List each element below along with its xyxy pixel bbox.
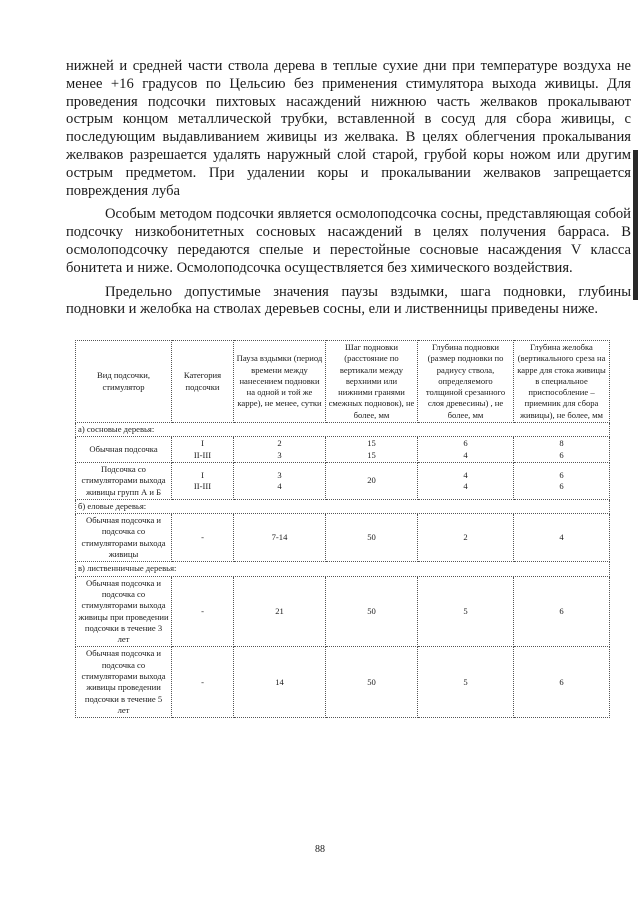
- table-section-row: [76, 423, 610, 437]
- table-cell: -: [172, 576, 234, 647]
- header-tapping-type: Вид подсочки, стимулятор: [76, 341, 172, 423]
- table-row: [76, 462, 610, 499]
- page-number: 88: [315, 844, 325, 855]
- table-cell: 6: [514, 576, 610, 647]
- header-groove-depth: Глубина желобка (вертикального среза на карре для стока живицы в специальное приспособление – приемник для сбора живицы), не более, мм: [514, 341, 610, 423]
- table-section-row: [76, 562, 610, 576]
- paragraph-2: Особым методом подсочки является осмолоподсочка сосны, представляющая собой подсочку низкобонитетных сосновых насаждений в целях получения барраса. В осмолоподсочку передаются спелые и перестойные сосновые насаждения V класса бонитета и ниже. Осмолоподсочка осуществляется без химического воздействия.: [66, 206, 631, 276]
- table-section-row: [76, 499, 610, 513]
- table-cell: 6 4: [418, 437, 514, 463]
- table-cell: 6 6: [514, 462, 610, 499]
- header-pause: Пауза вздымки (период времени между нанесением подновки на одной и той же карре), не менее, сутки: [234, 341, 326, 423]
- table-cell: 15 15: [326, 437, 418, 463]
- table-row: [76, 647, 610, 718]
- paragraph-3: Предельно допустимые значения паузы вздымки, шага подновки, глубины подновки и желобка на стволах деревьев сосны, ели и лиственницы приведены ниже.: [66, 283, 631, 318]
- table-cell: Обычная подсочка и подсочка со стимуляторами выхода живицы при проведении подсочки в течение 3 лет: [76, 576, 172, 647]
- table-cell: -: [172, 514, 234, 562]
- tapping-limits-table: [75, 340, 610, 718]
- paragraph-1: нижней и средней части ствола дерева в теплые сухие дни при температуре воздуха не менее +16 градусов по Цельсию без применения стимулятора выхода живицы. Для проведения подсочки пихтовых насаждений нижнюю часть желваков прокалывают острым концом металлической трубки, вставленной в сосуд для сбора живицы, с последующим выдавливанием живицы из желвака. В целях облегчения прокалывания желваков разрешается удалять наружный слой старой, грубой коры ножом или другим острым предметом. При удалении коры и прокалывании желваков запрещается повреждения луба: [66, 58, 631, 199]
- table-cell: 21: [234, 576, 326, 647]
- table-row: [76, 437, 610, 463]
- table-cell: 8 6: [514, 437, 610, 463]
- table-cell: 3 4: [234, 462, 326, 499]
- section-title: б) еловые деревья:: [76, 499, 610, 513]
- table-cell: 5: [418, 576, 514, 647]
- section-title: а) сосновые деревья:: [76, 423, 610, 437]
- table-cell: 4 4: [418, 462, 514, 499]
- body-text: [66, 58, 631, 319]
- table-cell: 2: [418, 514, 514, 562]
- table-cell: 6: [514, 647, 610, 718]
- table-cell: I II-III: [172, 462, 234, 499]
- header-category: Категория подсочки: [172, 341, 234, 423]
- section-title: в) лиственничные деревья:: [76, 562, 610, 576]
- table-cell: 5: [418, 647, 514, 718]
- table-row: [76, 576, 610, 647]
- table-cell: 20: [326, 462, 418, 499]
- table-cell: Обычная подсочка: [76, 437, 172, 463]
- table-cell: -: [172, 647, 234, 718]
- table-cell: 7-14: [234, 514, 326, 562]
- table-header-row: [76, 341, 610, 423]
- table-cell: Обычная подсочка и подсочка со стимуляторами выхода живицы: [76, 514, 172, 562]
- scan-edge-mark: [633, 150, 638, 300]
- header-step: Шаг подновки (расстояние по вертикали между верхними или нижними гранями смежных подновок), не более, мм: [326, 341, 418, 423]
- table-cell: 4: [514, 514, 610, 562]
- header-depth: Глубина подновки (размер подновки по радиусу ствола, определяемого толщиной срезанного слоя древесины) , не более, мм: [418, 341, 514, 423]
- table-cell: 14: [234, 647, 326, 718]
- table-cell: Подсочка со стимуляторами выхода живицы групп А и Б: [76, 462, 172, 499]
- table-row: [76, 514, 610, 562]
- table-cell: 50: [326, 514, 418, 562]
- table-cell: 2 3: [234, 437, 326, 463]
- table-cell: 50: [326, 647, 418, 718]
- table-cell: 50: [326, 576, 418, 647]
- table-cell: I II-III: [172, 437, 234, 463]
- table-cell: Обычная подсочка и подсочка со стимуляторами выхода живицы проведении подсочки в течение 5 лет: [76, 647, 172, 718]
